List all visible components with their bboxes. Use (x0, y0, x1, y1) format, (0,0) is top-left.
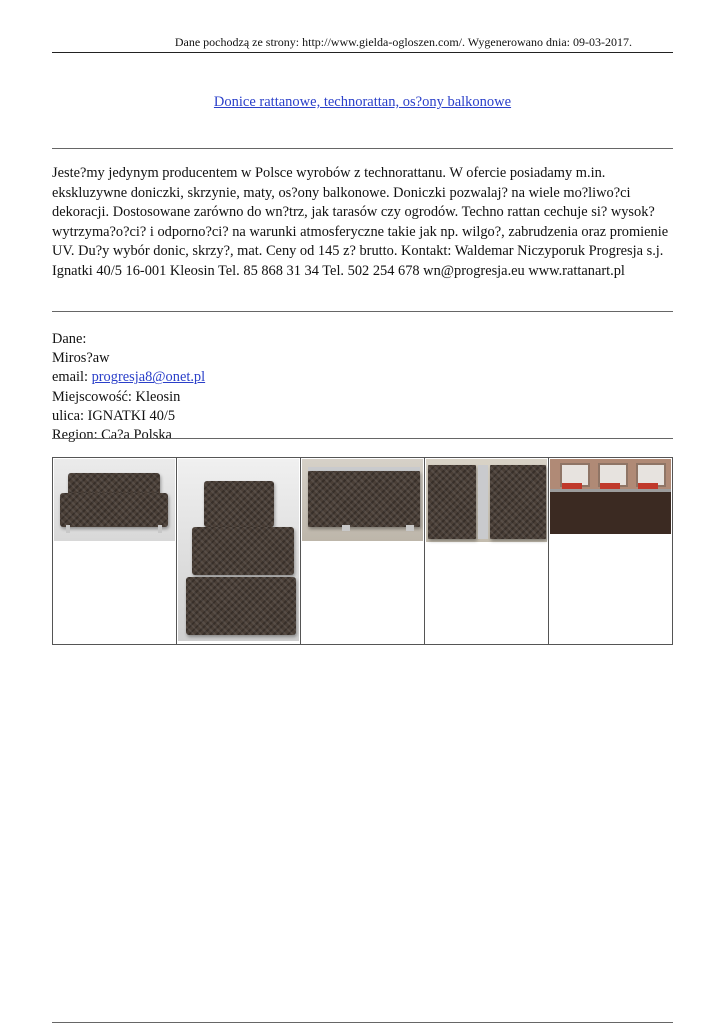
gallery-cell-1 (53, 458, 177, 644)
header-divider (52, 52, 673, 53)
title-divider (52, 148, 673, 149)
photo-gallery (52, 457, 673, 645)
city-row (52, 388, 673, 407)
street-value: IGNATKI 40/5 (87, 407, 176, 424)
email-link[interactable]: progresja8@onet.pl (91, 369, 206, 386)
rattan-panel-cover-photo[interactable] (426, 459, 547, 542)
details-heading: Dane: (52, 331, 87, 347)
street-row (52, 407, 673, 426)
balcony-rattan-screen-photo[interactable] (550, 459, 671, 534)
description-divider (52, 311, 673, 312)
region-label: Region: (52, 427, 102, 444)
gallery-cell-5 (549, 458, 672, 644)
listing-description: Jeste?my jedynym producentem w Polsce wyrobów z technorattanu. W ofercie posiadamy m.in. ekskluzywne doniczki, skrzynie, maty, os?ony balkonowe. Doniczki pozwalaj? na wiele mo?liwo?ci dekoracji. Dostosowane zarówno do wn?trz, jak tarasów czy ogrodów. Techno rattan cechuje si? wysok? wytrzyma?o?ci? i odporno?ci? na warunki atmosferyczne takie jak np. wilgo?, zabrudzenia oraz promienie UV. Du?y wybór donic, skrzy?, mat. Ceny od 145 z? brutto. Kontakt: Waldemar Niczyporuk Progresja s.j. Ignatki 40/5 16-001 Kleosin Tel. 85 868 31 34 Tel. 502 254 678 wn@progresja.eu www.rattanart.pl (52, 165, 669, 279)
city-value: Kleosin (135, 388, 181, 405)
region-value: Ca?a Polska (101, 427, 172, 444)
footer-divider (52, 1022, 673, 1023)
email-label: email: (52, 369, 92, 386)
rattan-planter-boxes-photo[interactable] (54, 459, 175, 541)
gallery-cell-2 (177, 458, 301, 644)
stacked-rattan-crates-photo[interactable] (178, 459, 299, 641)
listing-title-link[interactable]: Donice rattanowe, technorattan, os?ony balkonowe (213, 94, 512, 110)
source-note: Dane pochodzą ze strony: http://www.gielda-ogloszen.com/. Wygenerowano dnia: 09-03-2017. (174, 35, 632, 49)
city-label: Miejscowość: (52, 388, 136, 405)
street-label: ulica: (52, 407, 88, 424)
email-row (52, 368, 673, 387)
gallery-cell-4 (425, 458, 549, 644)
region-row (52, 426, 673, 445)
contact-name: Miros?aw (52, 350, 110, 367)
rattan-bench-box-photo[interactable] (302, 459, 423, 541)
details-divider (52, 438, 673, 439)
gallery-cell-3 (301, 458, 425, 644)
contact-details (52, 330, 673, 445)
